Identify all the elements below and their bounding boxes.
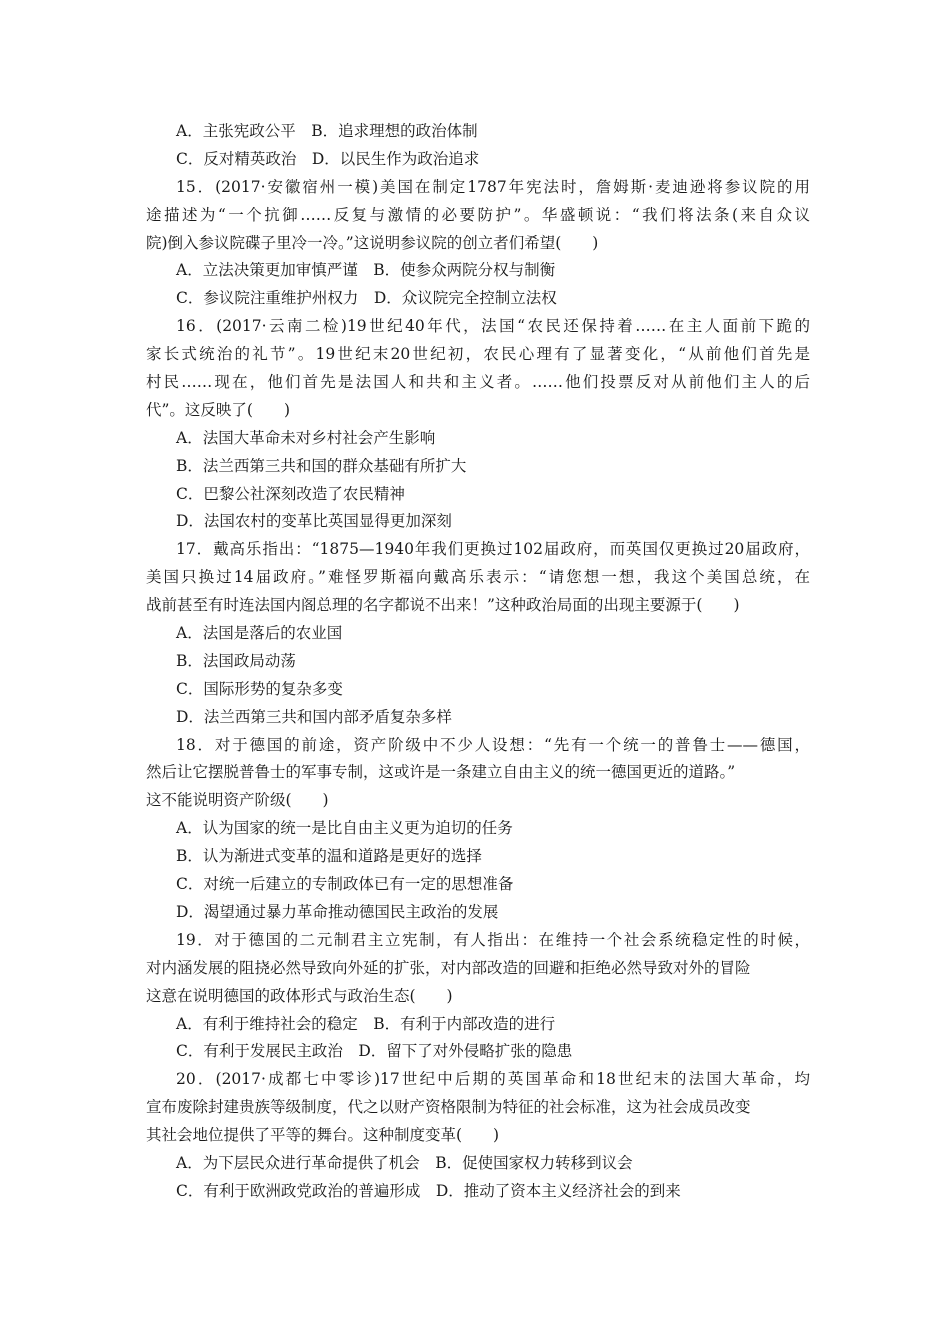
q15-option-line-2: C．参议院注重维护州权力 D．众议院完全控制立法权 <box>176 289 557 308</box>
q18-stem-line-3: 这不能说明资产阶级( ) <box>146 791 329 810</box>
question-list <box>146 118 810 1206</box>
q20-stem-line-3: 其社会地位提供了平等的舞台。这种制度变革( ) <box>146 1126 500 1145</box>
q16-option-d: D．法国农村的变革比英国显得更加深刻 <box>176 512 452 531</box>
q17-stem-line-1: 17．戴高乐指出：“1875—1940年我们更换过102届政府，而英国仅更换过20届政府， <box>176 540 810 559</box>
q17-option-d: D．法兰西第三共和国内部矛盾复杂多样 <box>176 707 452 726</box>
q18-option-c: C．对统一后建立的专制政体已有一定的思想准备 <box>176 875 514 894</box>
q18-stem-line-2: 然后让它摆脱普鲁士的军事专制，这或许是一条建立自由主义的统一德国更近的道路。” <box>146 763 736 782</box>
q16-option-b: B．法兰西第三共和国的群众基础有所扩大 <box>176 456 467 475</box>
q17-option-b: B．法国政局动荡 <box>176 651 296 670</box>
q19-stem-line-2: 对内涵发展的阻挠必然导致向外延的扩张，对内部改造的回避和拒绝必然导致对外的冒险 <box>146 958 751 977</box>
q19-stem-line-1: 19．对于德国的二元制君主立宪制，有人指出：在维持一个社会系统稳定性的时候， <box>176 930 810 949</box>
q16-stem-line-2: 家长式统治的礼节”。19世纪末20世纪初，农民心理有了显著变化，“从前他们首先是 <box>146 345 810 364</box>
q20-stem-line-2: 宣布废除封建贵族等级制度，代之以财产资格限制为特征的社会标准，这为社会成员改变 <box>146 1098 751 1117</box>
q15-option-line-1: A．立法决策更加审慎严谨 B．使参众两院分权与制衡 <box>176 261 556 280</box>
q18-option-a: A．认为国家的统一是比自由主义更为迫切的任务 <box>176 819 513 838</box>
q16-option-a: A．法国大革命未对乡村社会产生影响 <box>176 428 436 447</box>
q19-option-line-1: A．有利于维持社会的稳定 B．有利于内部改造的进行 <box>176 1014 556 1033</box>
q19-option-line-2: C．有利于发展民主政治 D．留下了对外侵略扩张的隐患 <box>176 1042 573 1061</box>
q14-option-line-2: C．反对精英政治 D．以民生作为政治追求 <box>176 149 480 168</box>
q15-stem-line-3: 院)倒入参议院碟子里冷一冷。”这说明参议院的创立者们希望( ) <box>146 233 599 252</box>
q16-stem-line-3: 村民……现在，他们首先是法国人和共和主义者。……他们投票反对从前他们主人的后 <box>146 373 810 392</box>
q15-stem-line-1: 15．(2017·安徽宿州一模)美国在制定1787年宪法时，詹姆斯·麦迪逊将参议院的用 <box>176 177 810 196</box>
q14-option-line-1: A．主张宪政公平 B．追求理想的政治体制 <box>176 122 478 140</box>
q19-stem-line-3: 这意在说明德国的政体形式与政治生态( ) <box>146 986 453 1005</box>
q18-option-b: B．认为渐进式变革的温和道路是更好的选择 <box>176 847 482 866</box>
q20-option-line-1: A．为下层民众进行革命提供了机会 B．促使国家权力转移到议会 <box>176 1153 633 1172</box>
q20-stem-line-1: 20．(2017·成都七中零诊)17世纪中后期的英国革命和18世纪末的法国大革命，均 <box>176 1070 810 1089</box>
q17-option-a: A．法国是落后的农业国 <box>176 624 343 643</box>
q17-option-c: C．国际形势的复杂多变 <box>176 679 343 698</box>
q16-stem-line-4: 代”。这反映了( ) <box>146 400 291 419</box>
q18-option-d: D．渴望通过暴力革命推动德国民主政治的发展 <box>176 902 499 921</box>
q16-option-c: C．巴黎公社深刻改造了农民精神 <box>176 484 405 503</box>
q20-option-line-2: C．有利于欧洲政党政治的普遍形成 D．推动了资本主义经济社会的到来 <box>176 1181 681 1200</box>
q17-stem-line-2: 美国只换过14届政府。”难怪罗斯福向戴高乐表示：“请您想一想，我这个美国总统，在 <box>146 568 810 587</box>
q16-stem-line-1: 16．(2017·云南二检)19世纪40年代，法国“农民还保持着……在主人面前下跪的 <box>176 317 810 336</box>
q15-stem-line-2: 途描述为“一个抗御……反复与激情的必要防护”。华盛顿说：“我们将法条(来自众议 <box>146 205 810 224</box>
q17-stem-line-3: 战前甚至有时连法国内阁总理的名字都说不出来！”这种政治局面的出现主要源于( ) <box>146 596 740 615</box>
q18-stem-line-1: 18．对于德国的前途，资产阶级中不少人设想：“先有一个统一的普鲁士——德国， <box>176 735 810 754</box>
